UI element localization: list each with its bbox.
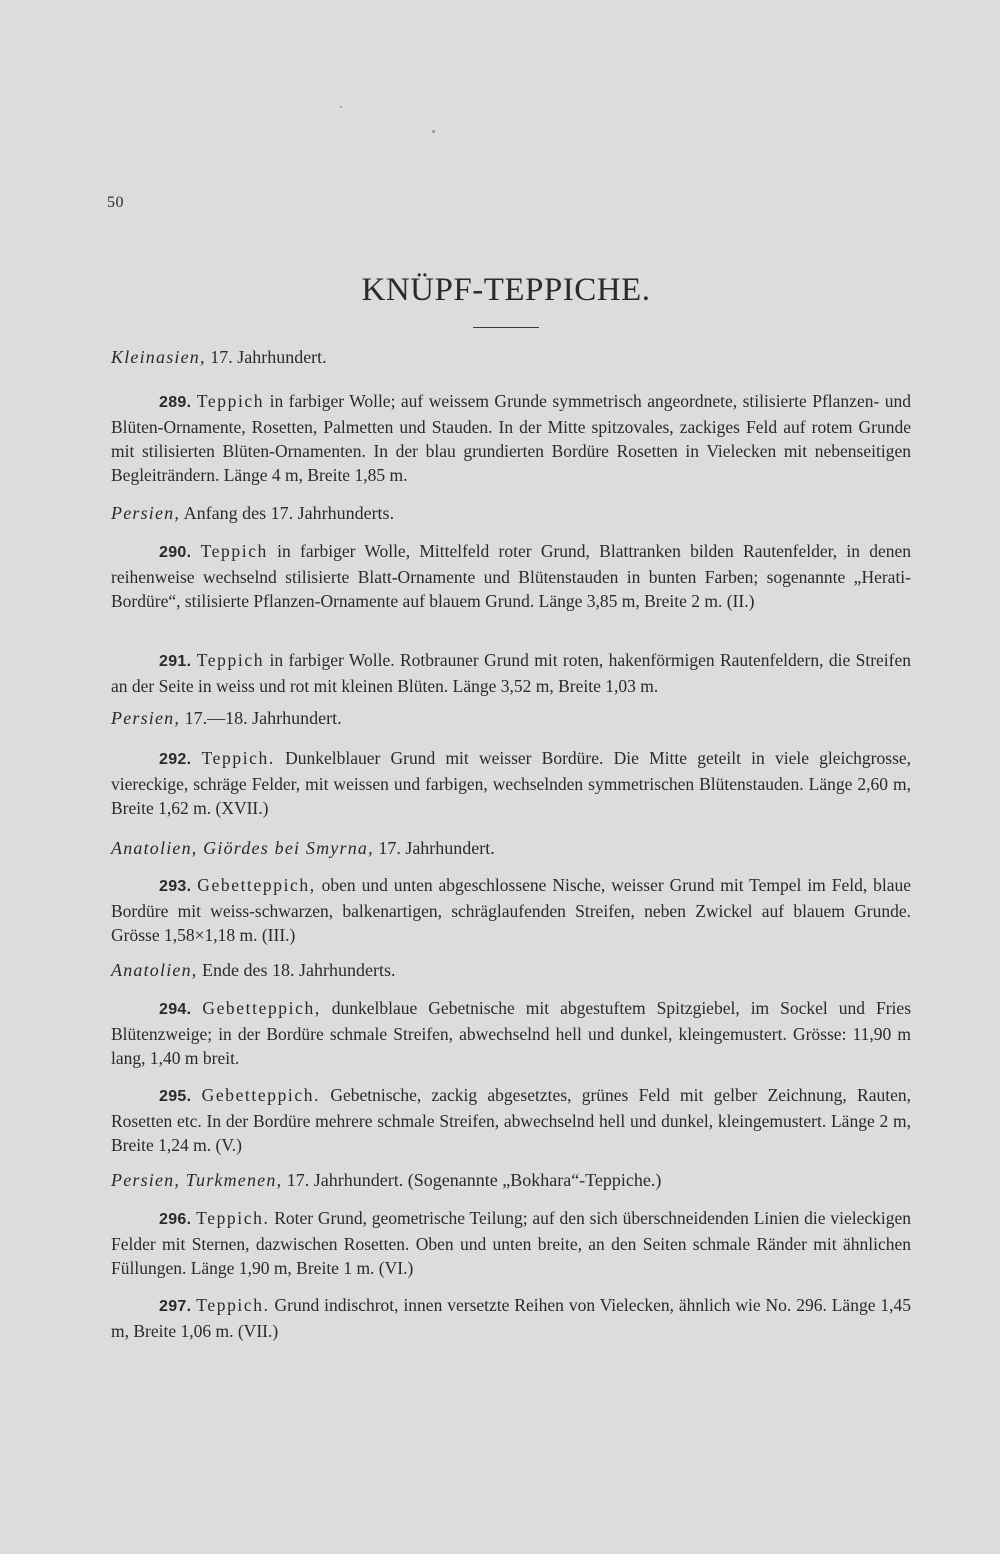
entry-text: Grund indischrot, innen versetzte Reihen von Vielecken, ähnlich wie No. 296. Länge 1,45 m, Breite 1,06 m. (VII.): [111, 1295, 912, 1341]
entry-text: Roter Grund, geometrische Teilung; auf den sich überschneidenden Linien die vieleckigen Felder mit Sternen, dazwischen Rosetten. Oben und unten breite, an den Seiten schmale Ränder mit ähnlichen Füllungen. Länge 1,90 m, Breite 1 m. (VI.): [111, 1208, 912, 1278]
section-heading-persien-anfang: [111, 503, 394, 524]
entry-text: in farbiger Wolle, Mittelfeld roter Grund, Blattranken bilden Rautenfelder, in denen reihenweise wechselnd stilisierte Blatt-Ornamente und Blütenstauden in bunten Farben; sogenannte „Herati-Bordüre“, stilisierte Pflanzen-Ornamente auf blauem Grund. Länge 3,85 m, Breite 2 m. (II.): [111, 541, 911, 611]
entry-text: in farbiger Wolle. Rotbrauner Grund mit roten, hakenförmigen Rautenfeldern, die Streifen an der Seite in weiss und rot mit kleinen Blüten. Länge 3,52 m, Breite 1,03 m.: [111, 650, 912, 696]
entry-keyword: Teppich: [196, 650, 265, 670]
section-region: Persien,: [111, 708, 181, 728]
entry-keyword: Gebetteppich.: [201, 1085, 321, 1105]
catalog-entry-291: [111, 648, 911, 698]
section-period: Anfang des 17. Jahrhunderts.: [183, 503, 395, 523]
entry-text: Dunkelblauer Grund mit weisser Bordüre. Die Mitte geteilt in viele gleichgrosse, viereckige, schräge Felder, mit weissen und farbigen, wechselnden symmetrischen Blütenstauden. Länge 2,60 m, Breite 1,62 m. (XVII.): [111, 748, 912, 818]
entry-keyword: Teppich.: [201, 748, 275, 768]
entry-keyword: Teppich: [200, 541, 268, 561]
entry-number: 297.: [159, 1298, 192, 1315]
entry-number: 295.: [159, 1088, 192, 1105]
section-period: 17. Jahrhundert. (Sogenannte „Bokhara“-Teppiche.): [286, 1170, 662, 1190]
section-region: Persien,: [111, 503, 181, 523]
section-heading-kleinasien: [111, 347, 327, 368]
section-period: Ende des 18. Jahrhunderts.: [202, 960, 396, 980]
section-region: Persien, Turkmenen,: [111, 1170, 283, 1190]
section-heading-anatolien-ende: [111, 960, 395, 981]
catalog-entry-290: [111, 539, 911, 613]
paper-speck: [432, 130, 435, 133]
catalog-entry-289: [111, 389, 911, 487]
entry-keyword: Teppich.: [196, 1208, 270, 1228]
catalog-entry-296: [111, 1206, 911, 1280]
entry-number: 296.: [159, 1211, 192, 1228]
section-region: Anatolien,: [111, 960, 198, 980]
page-number: 50: [107, 194, 124, 211]
title-rule: [473, 327, 539, 328]
entry-keyword: Teppich.: [196, 1295, 270, 1315]
section-region: Kleinasien,: [111, 347, 206, 367]
entry-text: oben und unten abgeschlossene Nische, weisser Grund mit Tempel im Feld, blaue Bordüre mit weiss-schwarzen, balkenartigen, schräglaufenden Streifen, neben Zwickel auf blauem Grunde. Grösse 1,58×1,18 m. (III.): [111, 875, 912, 945]
section-period: 17. Jahrhundert.: [378, 838, 495, 858]
entry-number: 292.: [159, 751, 192, 768]
section-heading-anatolien-giordes: [111, 838, 495, 859]
section-period: 17. Jahrhundert.: [210, 347, 327, 367]
entry-number: 290.: [159, 544, 192, 561]
entry-keyword: Gebetteppich,: [197, 875, 316, 895]
catalog-entry-295: [111, 1083, 911, 1157]
entry-number: 291.: [159, 653, 192, 670]
page-title: KNÜPF-TEPPICHE.: [361, 272, 651, 308]
section-heading-persien-turkmenen: [111, 1170, 661, 1191]
entry-text: dunkelblaue Gebetnische mit abgestuftem Spitzgiebel, im Sockel und Fries Blütenzweige; in der Bordüre schmale Streifen, abwechselnd hell und dunkel, kleingemustert. Grösse: 11,90 m lang, 1,40 m breit.: [111, 998, 911, 1068]
entry-number: 289.: [159, 394, 192, 411]
catalog-entry-292: [111, 746, 911, 820]
section-period: 17.—18. Jahrhundert.: [184, 708, 342, 728]
entry-text: in farbiger Wolle; auf weissem Grunde symmetrisch angeordnete, stilisierte Pflanzen- und Blüten-Ornamente, Rosetten, Palmetten und Stauden. In der Mitte spitzovales, zackiges Feld auf rotem Grunde mit stilisierten Blüten-Ornamenten. In der blau grundierten Bordüre Rosetten in Vielecken mit nebenseitigen Begleiträndern. Länge 4 m, Breite 1,85 m.: [111, 391, 912, 485]
entry-text: Gebetnische, zackig abgesetztes, grünes Feld mit gelber Zeichnung, Rauten, Rosetten etc. In der Bordüre mehrere schmale Streifen, abwechselnd hell und dunkel, kleingemustert. Länge 2 m, Breite 1,24 m. (V.): [111, 1085, 912, 1155]
catalog-entry-297: [111, 1293, 911, 1343]
entry-number: 294.: [159, 1001, 192, 1018]
entry-keyword: Teppich: [196, 391, 265, 411]
section-heading-persien-17-18: [111, 708, 342, 729]
entry-number: 293.: [159, 878, 192, 895]
entry-keyword: Gebetteppich,: [202, 998, 321, 1018]
paper-speck: [340, 106, 342, 108]
catalog-entry-293: [111, 873, 911, 947]
section-region: Anatolien, Giördes bei Smyrna,: [111, 838, 374, 858]
catalog-entry-294: [111, 996, 911, 1070]
